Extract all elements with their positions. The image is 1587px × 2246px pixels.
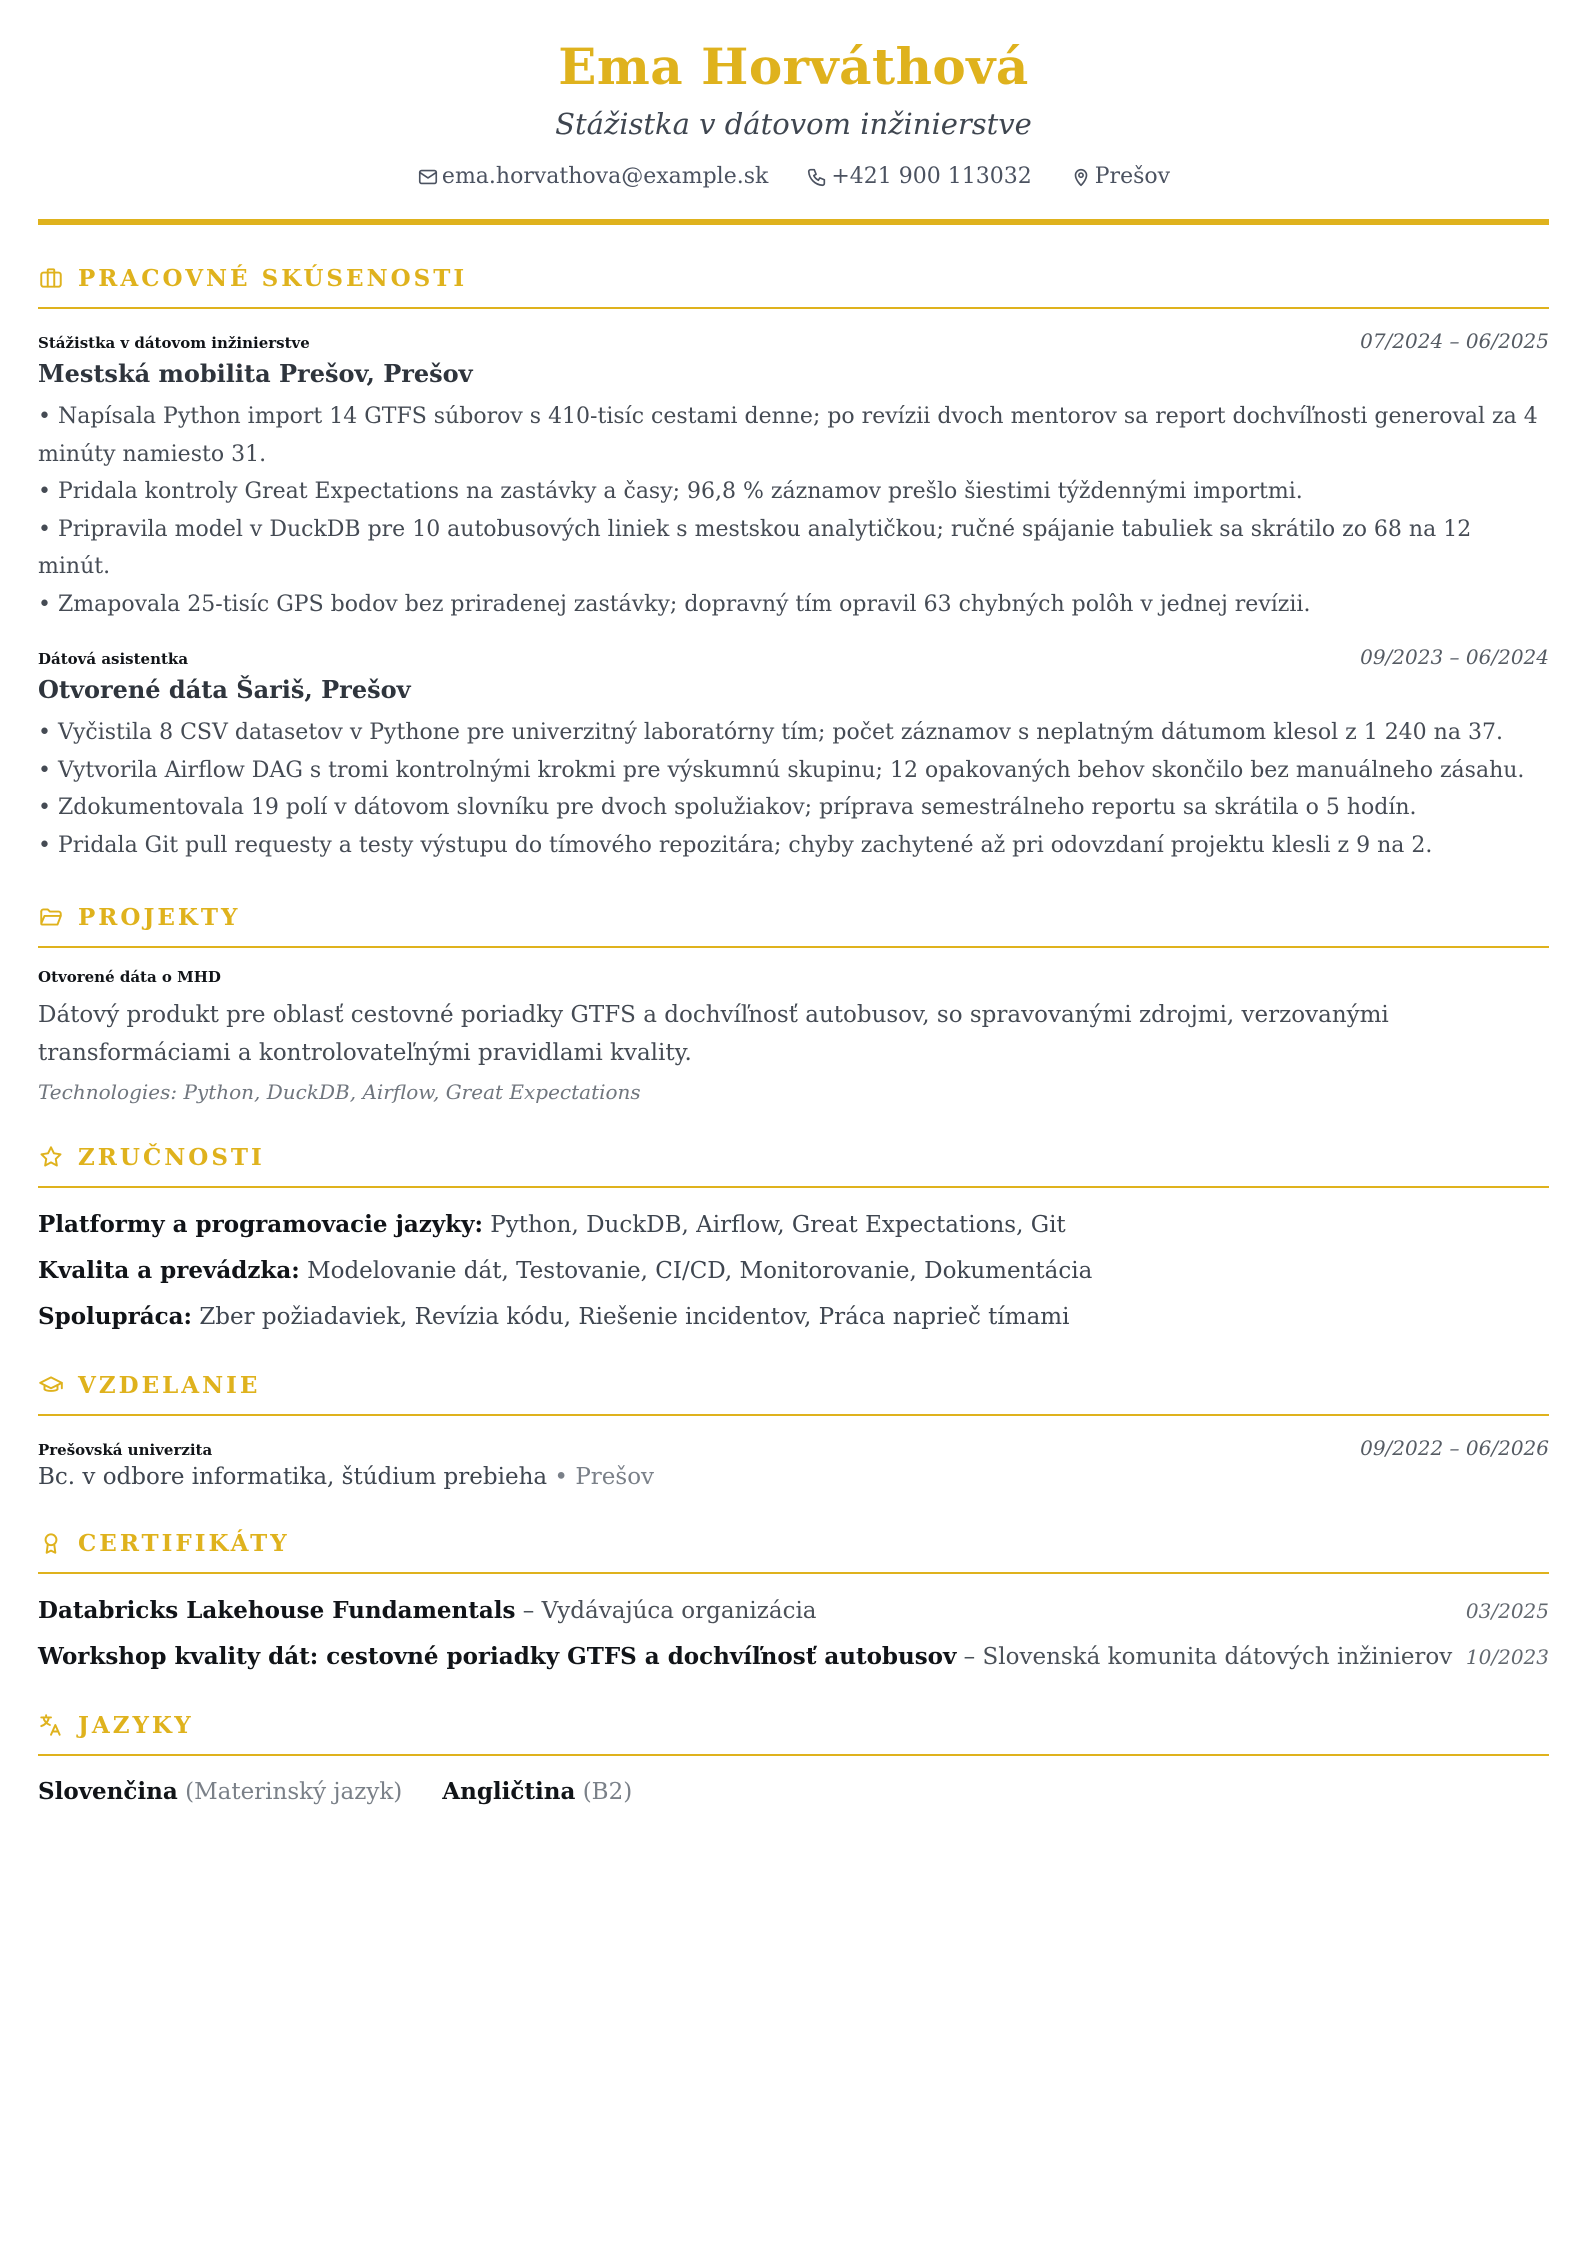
job-company: Otvorené dáta Šariš, Prešov — [38, 675, 411, 704]
languages-heading — [38, 1710, 1549, 1756]
job-bullet: • Pridala Git pull requesty a testy výstupu do tímového repozitára; chyby zachytené až pri odovzdaní projektu klesli z 9 na 2. — [38, 827, 1549, 865]
certificate-name: Workshop kvality dát: cestovné poriadky GTFS a dochvíľnosť autobusov — [38, 1643, 957, 1670]
phone-text: +421 900 113032 — [831, 164, 1032, 189]
education-header — [38, 1436, 1549, 1460]
skills-heading — [38, 1142, 1549, 1188]
job-company: Mestská mobilita Prešov, Prešov — [38, 359, 473, 388]
certificate-dash: – — [515, 1598, 542, 1624]
skill-group — [38, 1302, 1549, 1332]
certificate-text — [38, 1596, 817, 1626]
phone-icon — [806, 166, 828, 188]
skill-label: Platformy a programovacie jazyky: — [38, 1211, 483, 1238]
language-level: (Materinský jazyk) — [185, 1779, 403, 1805]
skill-values: Python, DuckDB, Airflow, Great Expectations, Git — [490, 1212, 1066, 1238]
location-text: Prešov — [1094, 164, 1171, 189]
languages-section — [38, 1710, 1549, 1805]
projects-title: PROJEKTY — [78, 903, 241, 931]
skill-group — [38, 1210, 1549, 1240]
mail-icon — [417, 166, 439, 188]
job-role: Stážistka v dátovom inžinierstve — [38, 334, 310, 352]
job-dates: 09/2023 – 06/2024 — [1360, 645, 1549, 669]
certificate-date: 10/2023 — [1465, 1645, 1549, 1669]
degree-text: Bc. v odbore informatika, štúdium prebieha — [38, 1464, 548, 1490]
folder-icon — [38, 904, 64, 930]
job-role: Dátová asistentka — [38, 650, 189, 668]
certificate-date: 03/2025 — [1465, 1599, 1549, 1623]
education-heading — [38, 1370, 1549, 1416]
email-text: ema.horvathova@example.sk — [441, 164, 769, 189]
resume-header — [38, 0, 1549, 225]
degree — [38, 1464, 1549, 1490]
map-pin-icon — [1070, 166, 1092, 188]
job-bullet: • Vyčistila 8 CSV datasetov v Pythone pre univerzitný laboratórny tím; počet záznamov s neplatným dátumom klesol z 1 240 na 37. — [38, 714, 1549, 752]
contact-email[interactable] — [417, 162, 768, 192]
projects-section — [38, 902, 1549, 1104]
briefcase-icon — [38, 265, 64, 291]
language-name: Slovenčina — [38, 1778, 178, 1805]
school-location: Prešov — [575, 1464, 655, 1490]
translate-icon — [38, 1712, 64, 1738]
job-bullet: • Vytvorila Airflow DAG s tromi kontrolnými krokmi pre výskumnú skupinu; 12 opakovaných behov skončilo bez manuálneho zásahu. — [38, 752, 1549, 790]
certificate-item — [38, 1642, 1549, 1672]
skill-values: Modelovanie dát, Testovanie, CI/CD, Monitorovanie, Dokumentácia — [307, 1258, 1093, 1284]
education-entry — [38, 1436, 1549, 1490]
project-name: Otvorené dáta o MHD — [38, 968, 221, 986]
language-name: Angličtina — [442, 1778, 576, 1805]
skill-group — [38, 1256, 1549, 1286]
job-bullet: • Pridala kontroly Great Expectations na zastávky a časy; 96,8 % záznamov prešlo šiestimi týždennými importmi. — [38, 473, 1549, 511]
project-technologies: Technologies: Python, DuckDB, Airflow, Great Expectations — [38, 1080, 641, 1104]
language-item — [442, 1778, 632, 1805]
languages-list — [38, 1778, 1549, 1805]
experience-section — [38, 263, 1549, 864]
degree-separator: • — [547, 1464, 576, 1490]
candidate-title: Stážistka v dátovom inžinierstve — [555, 107, 1032, 141]
job-bullet: • Napísala Python import 14 GTFS súborov s 410-tisíc cestami denne; po revízii dvoch mentorov sa report dochvíľnosti generoval za 4 minúty namiesto 31. — [38, 398, 1549, 473]
certificates-heading — [38, 1528, 1549, 1574]
project-entry — [38, 968, 1549, 1104]
job-bullet: • Zmapovala 25-tisíc GPS bodov bez priradenej zastávky; dopravný tím opravil 63 chybných polôh v jednej revízii. — [38, 586, 1549, 624]
project-description: Dátový produkt pre oblasť cestovné poriadky GTFS a dochvíľnosť autobusov, so spravovanými zdrojmi, verzovanými transformáciami a kontrolovateľnými pravidlami kvality. — [38, 1002, 1389, 1066]
job-bullet: • Pripravila model v DuckDB pre 10 autobusových liniek s mestskou analytičkou; ručné spájanie tabuliek sa skrátilo zo 68 na 12 minút. — [38, 511, 1549, 586]
award-icon — [38, 1530, 64, 1556]
projects-heading — [38, 902, 1549, 948]
certificate-issuer: Vydávajúca organizácia — [541, 1598, 817, 1624]
job-bullets — [38, 714, 1549, 864]
contact-row — [38, 162, 1549, 192]
job-bullets — [38, 398, 1549, 623]
certificate-name: Databricks Lakehouse Fundamentals — [38, 1597, 516, 1624]
contact-phone[interactable] — [806, 162, 1031, 192]
certificate-issuer: Slovenská komunita dátových inžinierov — [982, 1644, 1453, 1670]
certificate-dash: – — [956, 1644, 983, 1670]
skills-section — [38, 1142, 1549, 1332]
header-divider — [38, 219, 1549, 225]
education-dates: 09/2022 – 06/2026 — [1360, 1436, 1549, 1460]
experience-title: PRACOVNÉ SKÚSENOSTI — [78, 264, 468, 292]
job-entry — [38, 329, 1549, 623]
certificates-list — [38, 1596, 1549, 1672]
candidate-name: Ema Horváthová — [558, 37, 1029, 96]
certificates-title: CERTIFIKÁTY — [78, 1529, 290, 1557]
job-dates: 07/2024 – 06/2025 — [1360, 329, 1549, 353]
skill-label: Spolupráca: — [38, 1303, 192, 1330]
skill-label: Kvalita a prevádzka: — [38, 1257, 300, 1284]
job-bullet: • Zdokumentovala 19 polí v dátovom slovníku pre dvoch spolužiakov; príprava semestrálneho reportu sa skrátila o 5 hodín. — [38, 789, 1549, 827]
education-title: VZDELANIE — [78, 1371, 261, 1399]
job-header — [38, 329, 1549, 353]
education-section — [38, 1370, 1549, 1490]
language-item — [38, 1778, 402, 1805]
skill-values: Zber požiadaviek, Revízia kódu, Riešenie incidentov, Práca naprieč tímami — [199, 1304, 1070, 1330]
certificate-item — [38, 1596, 1549, 1626]
graduation-cap-icon — [38, 1372, 64, 1398]
job-header — [38, 645, 1549, 669]
languages-title: JAZYKY — [78, 1711, 194, 1739]
skills-title: ZRUČNOSTI — [78, 1143, 265, 1171]
star-icon — [38, 1144, 64, 1170]
job-entry — [38, 645, 1549, 864]
certificates-section — [38, 1528, 1549, 1672]
skills-list — [38, 1210, 1549, 1332]
school-name: Prešovská univerzita — [38, 1441, 213, 1459]
certificate-text — [38, 1642, 1452, 1672]
language-level: (B2) — [582, 1779, 633, 1805]
contact-location — [1070, 162, 1170, 192]
experience-heading — [38, 263, 1549, 309]
